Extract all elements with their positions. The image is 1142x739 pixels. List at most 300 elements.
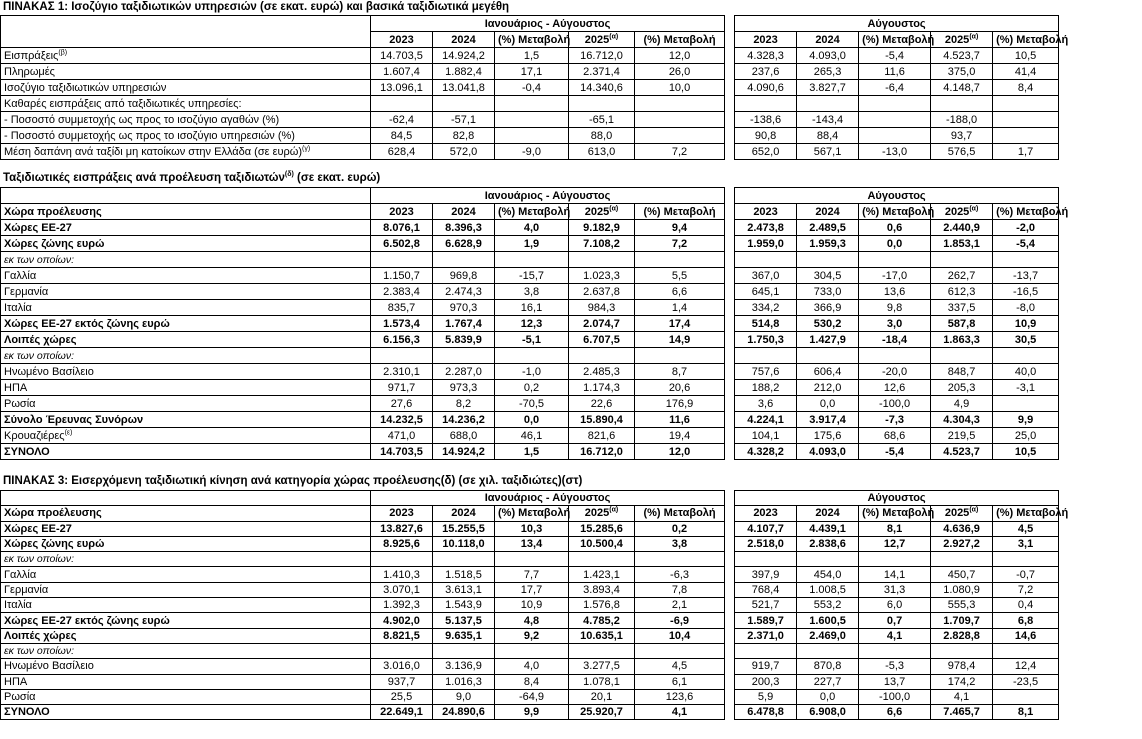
column-separator [725,628,735,643]
column-separator [725,112,735,128]
table-cell: 1.518,5 [433,567,495,582]
table-cell: 4,5 [993,521,1059,536]
table-cell: 9,0 [433,689,495,704]
table-cell [433,348,495,364]
table-cell: 733,0 [797,284,859,300]
column-header-0-2: (%) Μεταβολή [495,204,569,220]
table-cell: 970,3 [433,300,495,316]
table2-title-text: Ταξιδιωτικές εισπράξεις ανά προέλευση ταξιδιωτών [3,172,285,184]
table-cell: 10.500,4 [569,536,635,551]
table-cell: 6.502,8 [371,236,433,252]
table-row [1,412,1059,428]
row-label: Ηνωμένο Βασίλειο [1,659,371,674]
table-cell: -57,1 [433,112,495,128]
column-header-1-2: (%) Μεταβολή [859,506,931,521]
column-header-1-1: 2024 [797,204,859,220]
table-row [1,96,1059,112]
table-cell: 88,4 [797,128,859,144]
table-cell [635,96,725,112]
column-separator [725,252,735,268]
table-cell: 227,7 [797,674,859,689]
row-label: Ρωσία [1,396,371,412]
table-cell: 1.882,4 [433,64,495,80]
column-separator [725,582,735,597]
row-label: Σύνολο Έρευνας Συνόρων [1,412,371,428]
row-label: εκ των οποίων: [1,348,371,364]
table-cell: -7,3 [859,412,931,428]
table-cell: 13,6 [859,284,931,300]
table-row [1,112,1059,128]
table-cell: 10,3 [495,521,569,536]
row-label: Χώρες ΕΕ-27 εκτός ζώνης ευρώ [1,316,371,332]
row-label: ΣΥΝΟΛΟ [1,444,371,460]
footnote-sup: (β) [58,48,68,56]
table-cell: 375,0 [931,64,993,80]
table-cell: 1.392,3 [371,598,433,613]
column-separator [725,284,735,300]
period-jan-aug-header: Ιανουάριος - Αύγουστος [371,16,725,32]
column-header-1-4: (%) Μεταβολή [993,32,1059,48]
table-cell: 0,6 [859,220,931,236]
table-cell: 1.853,1 [931,236,993,252]
table-cell: -23,5 [993,674,1059,689]
table-cell: 3.827,7 [797,80,859,96]
table-cell: 3,8 [495,284,569,300]
table-cell [735,552,797,567]
table-cell: 6,8 [993,613,1059,628]
table-cell: 22.649,1 [371,705,433,720]
table-cell: -138,6 [735,112,797,128]
table-cell: 20,1 [569,689,635,704]
table-row [1,64,1059,80]
table-row [1,316,1059,332]
column-separator [725,412,735,428]
table-cell: 0,2 [495,380,569,396]
table-cell: 1.573,4 [371,316,433,332]
table-cell: -100,0 [859,396,931,412]
table-cell [433,552,495,567]
table-cell: -13,7 [993,268,1059,284]
table-cell: 1.008,5 [797,582,859,597]
table-cell: 2.838,6 [797,536,859,551]
column-header-1-4: (%) Μεταβολή [993,506,1059,521]
table-cell: 15.255,5 [433,521,495,536]
table-cell [735,348,797,364]
table-cell: 14.924,2 [433,48,495,64]
table-row [1,598,1059,613]
table-cell: 13,7 [859,674,931,689]
table-row [1,348,1059,364]
table-cell: 13.096,1 [371,80,433,96]
table-row [1,659,1059,674]
table-cell: -188,0 [931,112,993,128]
column-separator [725,659,735,674]
table-cell: 4.523,7 [931,48,993,64]
column-separator [725,220,735,236]
table-cell: -2,0 [993,220,1059,236]
table-cell [371,96,433,112]
table-cell: 3.070,1 [371,582,433,597]
table-cell [635,128,725,144]
table-cell: 16.712,0 [569,444,635,460]
table-cell: 176,9 [635,396,725,412]
table-cell: 1.600,5 [797,613,859,628]
table-cell: 612,3 [931,284,993,300]
row-label: εκ των οποίων: [1,252,371,268]
table-cell: 12,7 [859,536,931,551]
table-cell [797,643,859,658]
table-cell: 7,2 [635,236,725,252]
table-cell: 9.182,9 [569,220,635,236]
header-empty-cell [1,188,371,204]
table-cell: 969,8 [433,268,495,284]
table-cell: -70,5 [495,396,569,412]
table-cell: 4.148,7 [931,80,993,96]
table-cell: 10,5 [993,48,1059,64]
table-cell: 188,2 [735,380,797,396]
table-cell: 8,1 [993,705,1059,720]
header-empty-cell [1,16,371,32]
table-cell: 14.232,5 [371,412,433,428]
table-cell: 25,0 [993,428,1059,444]
table-cell: 1.016,3 [433,674,495,689]
row-label: Κρουαζιέρες$^{(\varepsilon)}$ [1,428,371,444]
column-separator [725,396,735,412]
table-cell: 9,2 [495,628,569,643]
row-label: Γερμανία [1,284,371,300]
table-cell [635,643,725,658]
table-cell: 17,7 [495,582,569,597]
table-cell: 978,4 [931,659,993,674]
table-cell: 2.828,8 [931,628,993,643]
table-cell: 15.890,4 [569,412,635,428]
row-label: ΗΠΑ [1,380,371,396]
table-cell: 304,5 [797,268,859,284]
table-cell: -5,4 [859,48,931,64]
table-cell: 1.767,4 [433,316,495,332]
table-cell: 14,9 [635,332,725,348]
column-separator [725,428,735,444]
column-separator [725,300,735,316]
table-row [1,444,1059,460]
column-header-0-0: 2023 [371,32,433,48]
table-row [1,236,1059,252]
table-cell [797,552,859,567]
table-cell: 16.712,0 [569,48,635,64]
table-cell [797,96,859,112]
table-cell: 1.423,1 [569,567,635,582]
column-header-0-2: (%) Μεταβολή [495,506,569,521]
table-cell: 1,5 [495,444,569,460]
table-row [1,674,1059,689]
table-cell: 2.489,5 [797,220,859,236]
table-cell: 11,6 [859,64,931,80]
table-row [1,80,1059,96]
table-row [1,332,1059,348]
table-cell: 4.107,7 [735,521,797,536]
table-cell: 1.589,7 [735,613,797,628]
table-cell: 8,1 [859,521,931,536]
table-cell: 12,0 [635,444,725,460]
table-cell: -65,1 [569,112,635,128]
table-cell [735,643,797,658]
table-cell: 5.839,9 [433,332,495,348]
table1 [0,15,1069,160]
table-cell: -5,4 [993,236,1059,252]
table-cell [993,396,1059,412]
table-cell [931,552,993,567]
table-cell: 10.118,0 [433,536,495,551]
row-label: Ιταλία [1,300,371,316]
table-cell: 8.396,3 [433,220,495,236]
row-label: - Ποσοστό συμμετοχής ως προς το ισοζύγιο υπηρεσιών (%) [1,128,371,144]
table-cell: 84,5 [371,128,433,144]
table-cell: 7,2 [635,144,725,160]
table3 [0,490,1069,720]
period-jan-aug-header: Ιανουάριος - Αύγουστος [371,188,725,204]
table-cell: 14.924,2 [433,444,495,460]
column-separator [725,64,735,80]
table-cell: 2.927,2 [931,536,993,551]
table-cell: 6,6 [635,284,725,300]
preliminary-note-sup: (α) [609,506,619,514]
table-cell: 919,7 [735,659,797,674]
table-cell: 12,0 [635,48,725,64]
table-cell: -5,1 [495,332,569,348]
table-cell: 17,4 [635,316,725,332]
table-cell [993,112,1059,128]
table-cell: 16,1 [495,300,569,316]
table-cell: 19,4 [635,428,725,444]
table-cell: 0,0 [797,689,859,704]
table-cell [993,643,1059,658]
table-cell: 104,1 [735,428,797,444]
table-cell [635,252,725,268]
table-cell: 10,5 [993,444,1059,460]
row-label: Λοιπές χώρες [1,332,371,348]
column-header-1-3: $2025^{(\alpha)}$ [931,32,993,48]
table-cell: 10,4 [635,628,725,643]
table-cell: 68,6 [859,428,931,444]
table-cell [635,348,725,364]
period-header-row [1,16,1059,32]
table-cell [569,552,635,567]
column-separator [725,332,735,348]
column-separator [725,491,735,506]
table-cell: -6,3 [635,567,725,582]
table-cell: 821,6 [569,428,635,444]
column-header-1-2: (%) Μεταβολή [859,32,931,48]
table-cell: -17,0 [859,268,931,284]
column-header-1-0: 2023 [735,506,797,521]
preliminary-note-sup: (α) [609,32,619,40]
column-separator [725,567,735,582]
table-cell: 514,8 [735,316,797,332]
table-cell: 4,8 [495,613,569,628]
table-cell: 8.925,6 [371,536,433,551]
column-header-1-3: $2025^{(\alpha)}$ [931,204,993,220]
table-cell: 1.543,9 [433,598,495,613]
table-row [1,284,1059,300]
preliminary-note-sup: (α) [969,506,979,514]
table-cell [797,252,859,268]
table-cell [993,128,1059,144]
table-cell: 645,1 [735,284,797,300]
table-cell [495,643,569,658]
header-empty-cell [1,491,371,506]
table-cell: 688,0 [433,428,495,444]
column-separator [725,643,735,658]
row-label: Χώρες ζώνης ευρώ [1,236,371,252]
table-cell: 768,4 [735,582,797,597]
table-cell: 4,0 [495,220,569,236]
table-cell [735,96,797,112]
table-cell: 40,0 [993,364,1059,380]
column-separator [725,536,735,551]
table-cell: 2.473,8 [735,220,797,236]
table-cell: 0,0 [797,396,859,412]
table-cell: 4.093,0 [797,444,859,460]
table-row [1,252,1059,268]
table1-title: ΠΙΝΑΚΑΣ 1: Ισοζύγιο ταξιδιωτικών υπηρεσιών (σε εκατ. ευρώ) και βασικά ταξιδιωτικά μεγέθη [3,1,510,13]
table-cell [931,252,993,268]
table-cell: 205,3 [931,380,993,396]
table-cell: 174,2 [931,674,993,689]
table-cell: -100,0 [859,689,931,704]
column-separator [725,96,735,112]
table-cell: 3.917,4 [797,412,859,428]
column-separator [725,380,735,396]
table-cell: 337,5 [931,300,993,316]
table-cell [569,348,635,364]
table-cell: 3.893,4 [569,582,635,597]
table-cell: 17,1 [495,64,569,80]
table-cell: 4.093,0 [797,48,859,64]
table-cell [931,96,993,112]
row-label: Καθαρές εισπράξεις από ταξιδιωτικές υπηρεσίες: [1,96,371,112]
row-label: Ηνωμένο Βασίλειο [1,364,371,380]
table-row [1,552,1059,567]
table-cell [931,348,993,364]
table-cell: 1.023,3 [569,268,635,284]
table-cell [859,252,931,268]
table-cell: 555,3 [931,598,993,613]
column-header-1-0: 2023 [735,204,797,220]
column-separator [725,268,735,284]
column-header-0-3: $2025^{(\alpha)}$ [569,204,635,220]
table-cell: 1.080,9 [931,582,993,597]
table-cell: 6,6 [859,705,931,720]
table-cell: 13,4 [495,536,569,551]
table-cell: 30,5 [993,332,1059,348]
column-separator [725,444,735,460]
table-cell [859,128,931,144]
period-aug-header: Αύγουστος [735,16,1059,32]
column-header-0-0: 2023 [371,204,433,220]
table-cell: 4.304,3 [931,412,993,428]
column-separator [725,506,735,521]
table-cell: 123,6 [635,689,725,704]
table-cell: 1,9 [495,236,569,252]
table-cell: 265,3 [797,64,859,80]
table-cell: 8,2 [433,396,495,412]
table-cell: 2.371,4 [569,64,635,80]
table-cell: 6.478,8 [735,705,797,720]
table-cell: 8.076,1 [371,220,433,236]
column-header-0-3: $2025^{(\alpha)}$ [569,506,635,521]
table-cell: 11,6 [635,412,725,428]
table-cell [371,643,433,658]
table-cell: 1.750,3 [735,332,797,348]
table-cell [993,552,1059,567]
column-separator [725,674,735,689]
table-cell: 521,7 [735,598,797,613]
table-cell [993,96,1059,112]
table-cell: 2,1 [635,598,725,613]
table-cell: 31,3 [859,582,931,597]
table-cell: 628,4 [371,144,433,160]
table-cell: 15.285,6 [569,521,635,536]
table-row [1,643,1059,658]
table-cell: 1.959,3 [797,236,859,252]
table-cell: 848,7 [931,364,993,380]
table-cell: 4.090,6 [735,80,797,96]
column-separator [725,316,735,332]
column-header-1-2: (%) Μεταβολή [859,204,931,220]
table-cell: 14,6 [993,628,1059,643]
row-label: Γαλλία [1,268,371,284]
table-cell: 367,0 [735,268,797,284]
table-cell: 1,7 [993,144,1059,160]
table-cell: -0,7 [993,567,1059,582]
row-label: - Ποσοστό συμμετοχής ως προς το ισοζύγιο αγαθών (%) [1,112,371,128]
table-cell [433,252,495,268]
column-header-row [1,506,1059,521]
table-cell: 200,3 [735,674,797,689]
table-cell: 835,7 [371,300,433,316]
table-cell: 82,8 [433,128,495,144]
period-aug-header: Αύγουστος [735,188,1059,204]
table-cell: 4,5 [635,659,725,674]
table-cell: 3,1 [993,536,1059,551]
column-header-1-4: (%) Μεταβολή [993,204,1059,220]
table-cell: 0,2 [635,521,725,536]
column-header-0-3: $2025^{(\alpha)}$ [569,32,635,48]
table-cell [635,112,725,128]
table-cell [859,643,931,658]
table-cell: 1.709,7 [931,613,993,628]
table-cell [495,128,569,144]
column-header-0-4: (%) Μεταβολή [635,32,725,48]
table-cell: 3,6 [735,396,797,412]
table-cell: 14.236,2 [433,412,495,428]
row-label: Γερμανία [1,582,371,597]
table-cell [371,348,433,364]
table-cell: 1.863,3 [931,332,993,348]
table-row [1,536,1059,551]
table-cell: 587,8 [931,316,993,332]
table-cell: 870,8 [797,659,859,674]
table-cell: 3,0 [859,316,931,332]
table-cell: 175,6 [797,428,859,444]
table-cell: -143,4 [797,112,859,128]
table-cell: 984,3 [569,300,635,316]
table-cell: 6,1 [635,674,725,689]
table-row [1,268,1059,284]
table-cell: 219,5 [931,428,993,444]
table-cell: 5.137,5 [433,613,495,628]
table-cell [433,96,495,112]
